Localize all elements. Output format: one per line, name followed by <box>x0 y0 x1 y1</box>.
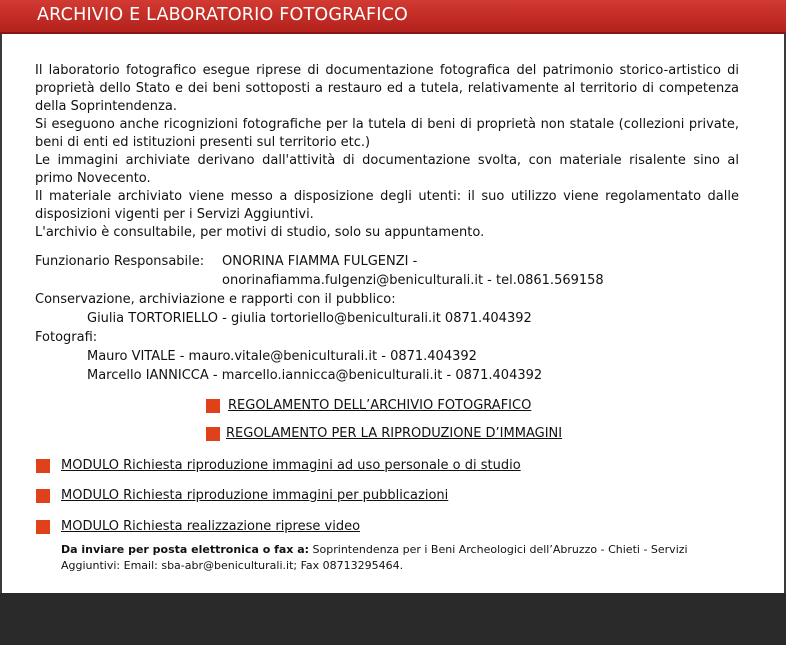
fotografo-1: Mauro VITALE - mauro.vitale@beniculturali.it - 0871.404392 <box>87 349 477 364</box>
panel-border-left <box>0 0 2 593</box>
page-footer <box>0 593 786 645</box>
link-modulo-personale-label[interactable]: MODULO Richiesta riproduzione immagini ad uso personale o di studio <box>61 458 521 473</box>
responsabile-contact: onorinafiamma.fulgenzi@beniculturali.it - tel.0861.569158 <box>222 273 604 288</box>
conservazione-person: Giulia TORTORIELLO - giulia tortoriello@beniculturali.it 0871.404392 <box>87 311 532 326</box>
square-bullet-icon <box>36 459 50 473</box>
submission-note <box>61 542 741 574</box>
page-title: ARCHIVIO E LABORATORIO FOTOGRAFICO <box>37 5 408 25</box>
paragraph-5: L'archivio è consultabile, per motivi di studio, solo su appuntamento. <box>35 225 485 240</box>
staff-list <box>35 252 755 385</box>
paragraph-1: Il laboratorio fotografico esegue riprese di documentazione fotografica del patrimonio storico-artistico di proprietà dello Stato e dei beni sottoposti a restauro ed a tutela, relativamente al territorio di competenza della Soprintendenza. <box>35 63 739 114</box>
square-bullet-icon <box>36 520 50 534</box>
paragraph-2: Si eseguono anche ricognizioni fotografiche per la tutela di beni di proprietà non statale (collezioni private, beni di enti ed istituzioni presenti sul territorio etc.) <box>35 117 739 150</box>
square-bullet-icon <box>206 399 220 413</box>
link-regolamento-archivio-label[interactable]: REGOLAMENTO DELL’ARCHIVIO FOTOGRAFICO <box>228 398 532 413</box>
square-bullet-icon <box>206 427 220 441</box>
fotografi-label: Fotografi: <box>35 330 98 345</box>
link-regolamento-riproduzione-label[interactable]: REGOLAMENTO PER LA RIPRODUZIONE D’IMMAGINI <box>226 426 563 441</box>
paragraph-3: Le immagini archiviate derivano dall'attività di documentazione svolta, con materiale risalente sino al primo Novecento. <box>35 153 739 186</box>
conservazione-label: Conservazione, archiviazione e rapporti con il pubblico: <box>35 292 396 307</box>
section-header <box>0 0 786 34</box>
description-text <box>35 62 739 242</box>
submission-note-text: Soprintendenza per i Beni Archeologici dell’Abruzzo - Chieti - Servizi Aggiuntivi: Email: sba-abr@beniculturali.it; Fax 08713295464. <box>61 543 688 572</box>
square-bullet-icon <box>36 489 50 503</box>
submission-note-label: Da inviare per posta elettronica o fax a: <box>61 543 310 556</box>
link-modulo-pubblicazioni-label[interactable]: MODULO Richiesta riproduzione immagini per pubblicazioni <box>61 488 449 503</box>
responsabile-label: Funzionario Responsabile: <box>35 254 205 269</box>
responsabile-name: ONORINA FIAMMA FULGENZI - <box>222 254 418 269</box>
link-modulo-video-label[interactable]: MODULO Richiesta realizzazione riprese video <box>61 519 361 534</box>
fotografo-2: Marcello IANNICCA - marcello.iannicca@beniculturali.it - 0871.404392 <box>87 368 543 383</box>
paragraph-4: Il materiale archiviato viene messo a disposizione degli utenti: il suo utilizzo viene regolamentato dalle disposizioni vigenti per i Servizi Aggiuntivi. <box>35 189 739 222</box>
